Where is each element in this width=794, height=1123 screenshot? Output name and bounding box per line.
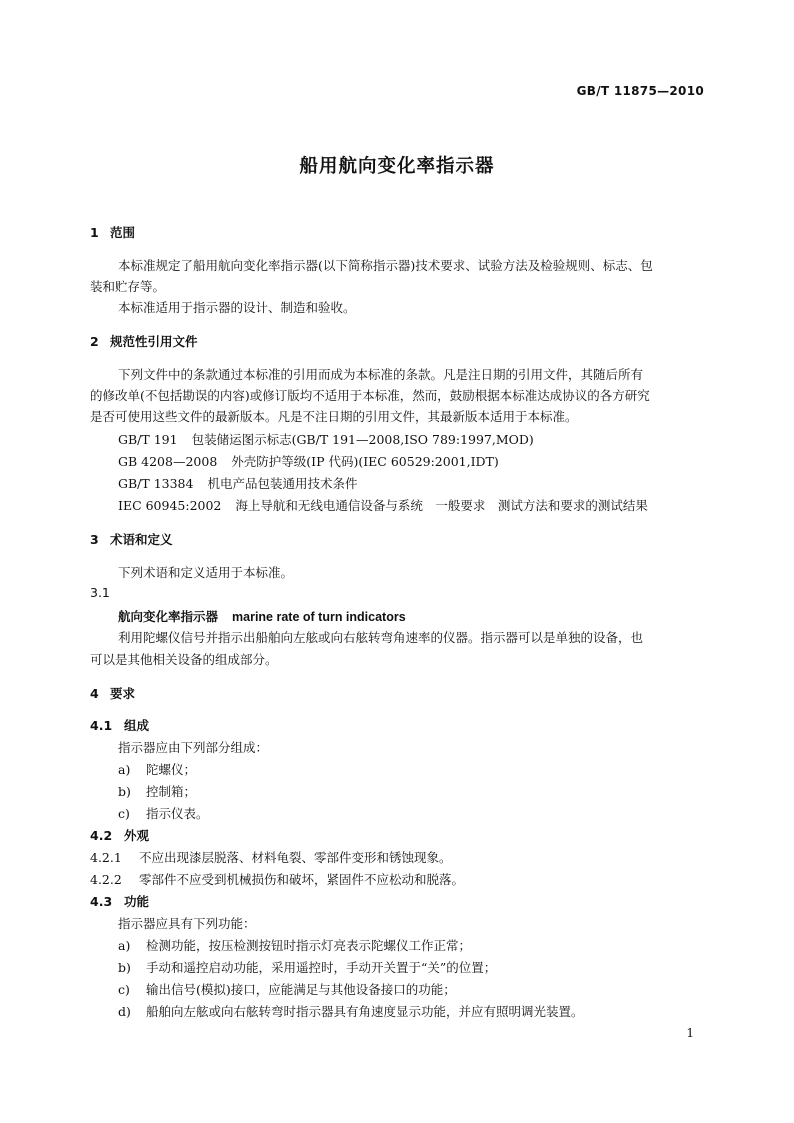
clause-text: 不应出现漆层脱落、材料龟裂、零部件变形和锈蚀现象。 <box>139 850 452 865</box>
clause-item <box>90 848 452 866</box>
term-english: marine rate of turn indicators <box>232 610 406 624</box>
section-1-heading <box>90 223 135 241</box>
reference-title: 包装储运图示标志(GB/T 191—2008,ISO 789:1997,MOD) <box>191 432 534 447</box>
reference-item <box>118 452 499 470</box>
list-marker: a) <box>118 762 131 777</box>
list-item <box>118 782 196 800</box>
list-marker: b) <box>118 784 131 799</box>
subsection-4-1-heading <box>90 716 149 734</box>
term-entry <box>118 607 406 625</box>
s2-paragraph-line: 的修改单(不包括勘误的内容)或修订版均不适用于本标准，然而，鼓励根据本标准达成协议的各方研究 <box>90 388 650 403</box>
list-marker: a) <box>118 938 131 953</box>
reference-code: IEC 60945:2002 <box>118 498 222 513</box>
list-item <box>118 936 471 954</box>
list-item <box>118 980 456 998</box>
section-number: 3 <box>90 532 99 547</box>
s41-intro: 指示器应由下列部分组成： <box>118 740 269 755</box>
section-title: 术语和定义 <box>110 532 173 547</box>
list-text: 控制箱； <box>146 784 197 799</box>
reference-title: 海上导航和无线电通信设备与系统 一般要求 测试方法和要求的测试结果 <box>235 498 648 513</box>
section-2-heading <box>90 332 198 350</box>
list-text: 输出信号(模拟)接口，应能满足与其他设备接口的功能； <box>146 982 456 997</box>
term-definition-line: 可以是其他相关设备的组成部分。 <box>90 652 278 667</box>
list-item <box>118 1002 584 1020</box>
section-number: 2 <box>90 334 99 349</box>
list-text: 检测功能，按压检测按钮时指示灯亮表示陀螺仪工作正常； <box>146 938 472 953</box>
subsection-number: 4.2 <box>90 828 113 843</box>
subsection-number: 4.1 <box>90 718 113 733</box>
s2-paragraph-line: 下列文件中的条款通过本标准的引用而成为本标准的条款。凡是注日期的引用文件，其随后所有 <box>118 367 644 382</box>
s43-intro: 指示器应具有下列功能： <box>118 916 256 931</box>
s1-paragraph-line: 本标准规定了船用航向变化率指示器(以下简称指示器)技术要求、试验方法及检验规则、标志、包 <box>118 258 653 273</box>
s1-paragraph-2: 本标准适用于指示器的设计、制造和验收。 <box>118 300 356 315</box>
reference-item <box>118 496 648 514</box>
reference-item <box>118 474 357 492</box>
list-text: 陀螺仪； <box>146 762 197 777</box>
list-marker: d) <box>118 1004 131 1019</box>
clause-number: 4.2.2 <box>90 872 122 887</box>
subsection-number: 4.3 <box>90 894 113 909</box>
list-text: 船舶向左舷或向右舷转弯时指示器具有角速度显示功能，并应有照明调光装置。 <box>146 1004 584 1019</box>
list-item <box>118 760 196 778</box>
reference-title: 机电产品包装通用技术条件 <box>207 476 358 491</box>
s1-paragraph-line: 装和贮存等。 <box>90 279 166 294</box>
term-definition-line: 利用陀螺仪信号并指示出船舶向左舷或向右舷转弯角速率的仪器。指示器可以是单独的设备，也 <box>118 630 644 645</box>
clause-item <box>90 870 464 888</box>
list-marker: b) <box>118 960 131 975</box>
list-text: 指示仪表。 <box>146 806 209 821</box>
s2-paragraph-line: 是否可使用这些文件的最新版本。凡是不注日期的引用文件，其最新版本适用于本标准。 <box>90 409 578 424</box>
subsection-title: 外观 <box>124 828 150 843</box>
section-number: 1 <box>90 225 99 240</box>
section-3-heading <box>90 530 173 548</box>
list-text: 手动和遥控启动功能，采用遥控时，手动开关置于“关”的位置； <box>146 960 497 975</box>
list-marker: c) <box>118 806 130 821</box>
section-title: 要求 <box>110 686 136 701</box>
term-chinese: 航向变化率指示器 <box>118 609 219 624</box>
subsection-4-3-heading <box>90 892 149 910</box>
subsection-title: 功能 <box>124 894 150 909</box>
reference-code: GB/T 191 <box>118 432 178 447</box>
reference-code: GB/T 13384 <box>118 476 194 491</box>
clause-number: 4.2.1 <box>90 850 122 865</box>
list-item <box>118 804 209 822</box>
reference-item <box>118 430 534 448</box>
section-title: 范围 <box>110 225 136 240</box>
list-marker: c) <box>118 982 130 997</box>
page-title: 船用航向变化率指示器 <box>299 156 495 177</box>
section-number: 4 <box>90 686 99 701</box>
term-number: 3.1 <box>90 585 110 600</box>
s3-intro: 下列术语和定义适用于本标准。 <box>118 565 294 580</box>
page-number: 1 <box>686 1026 694 1040</box>
reference-title: 外壳防护等级(IP 代码)(IEC 60529:2001,IDT) <box>231 454 499 469</box>
reference-code: GB 4208—2008 <box>118 454 218 469</box>
subsection-4-2-heading <box>90 826 149 844</box>
standard-number: GB/T 11875—2010 <box>576 84 704 98</box>
list-item <box>118 958 496 976</box>
clause-text: 零部件不应受到机械损伤和破坏，紧固件不应松动和脱落。 <box>139 872 465 887</box>
section-title: 规范性引用文件 <box>110 334 198 349</box>
section-4-heading <box>90 684 135 702</box>
subsection-title: 组成 <box>124 718 150 733</box>
